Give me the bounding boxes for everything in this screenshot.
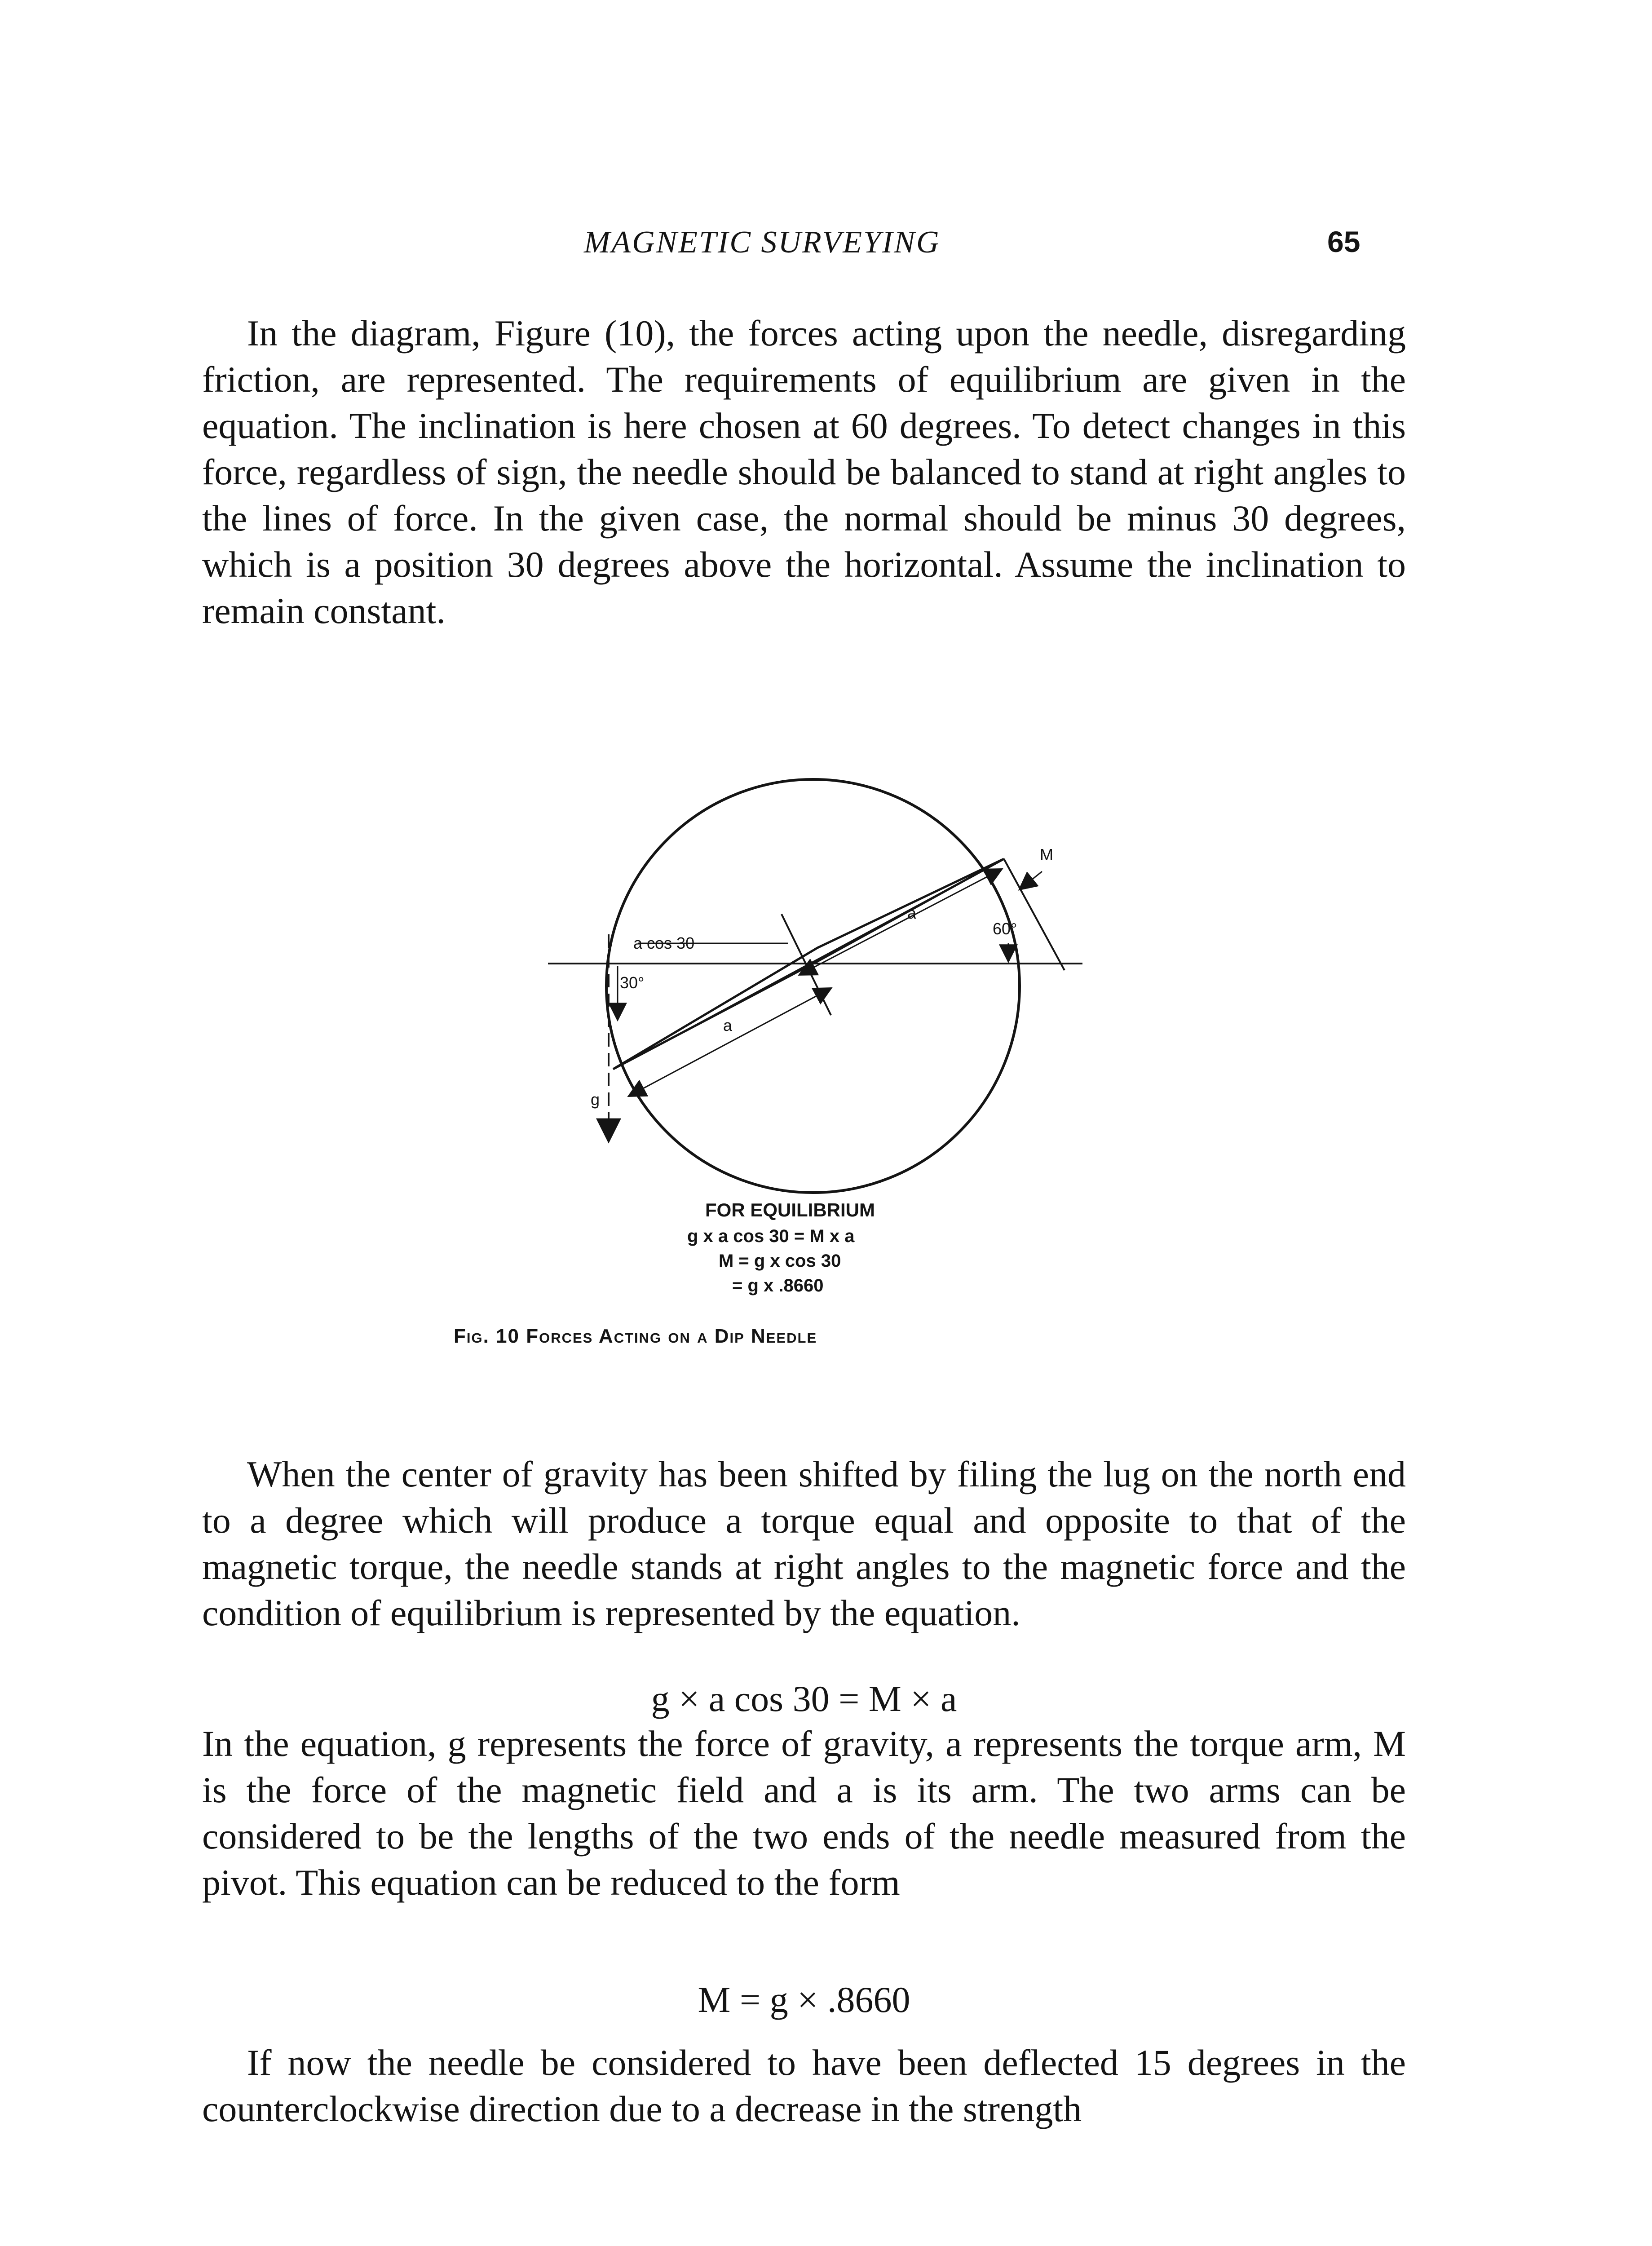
- label-angle-60: 60°: [993, 920, 1017, 938]
- label-a-cos-30: a cos 30: [633, 934, 695, 952]
- equilibrium-title: FOR EQUILIBRIUM: [705, 1199, 875, 1220]
- label-a-upper: a: [907, 904, 917, 922]
- m-force-arrow: [1004, 859, 1065, 970]
- paragraph-4: If now the needle be considered to have been deflected 15 degrees in the counterclockwise direction due to a decrease in the strength: [202, 2042, 1406, 2129]
- label-angle-30: 30°: [620, 973, 645, 992]
- dip-needle-figure: [526, 755, 1109, 1217]
- equilibrium-line-3: = g x .8660: [732, 1276, 824, 1295]
- paragraph-1: In the diagram, Figure (10), the forces acting upon the needle, disregarding friction, are represented. The requirements of equilibrium are given in the equation. The inclination is here chosen at 60 degrees. To detect changes in this force, regardless of sign, the needle should be balanced to stand at right angles to the lines of force. In the given case, the normal should be minus 30 degrees, which is a position 30 degrees above the horizontal. Assume the inclination to remain constant.: [202, 313, 1406, 631]
- dial-circle: [606, 779, 1020, 1193]
- equation-1: g × a cos 30 = M × a: [651, 1678, 957, 1719]
- paragraph-2: When the center of gravity has been shifted by filing the lug on the north end to a degree which will produce a torque equal and opposite to that of the magnetic torque, the needle stands at right angles to the magnetic force and the condition of equilibrium is represented by the equation.: [202, 1454, 1406, 1633]
- label-g: g: [591, 1090, 600, 1109]
- equilibrium-line-2: M = g x cos 30: [719, 1251, 841, 1271]
- label-m: M: [1040, 845, 1053, 864]
- equation-2: M = g × .8660: [698, 1979, 910, 2020]
- equilibrium-line-1: g x a cos 30 = M x a: [687, 1226, 855, 1246]
- m-arrow-head: [1020, 871, 1042, 889]
- dip-needle-diagram: [526, 755, 1109, 1217]
- upper-arm-dimension: [799, 869, 1002, 975]
- paragraph-3: In the equation, g represents the force of gravity, a represents the torque arm, M is the force of the magnetic field and a is its arm. The two arms can be considered to be the lengths of the two ends of the needle measured from the pivot. This equation can be reduced to the form: [202, 1723, 1406, 1903]
- figure-caption: Fig. 10 Forces Acting on a Dip Needle: [454, 1325, 817, 1347]
- page-number: 65: [1327, 225, 1360, 258]
- running-head: MAGNETIC SURVEYING: [584, 225, 941, 260]
- label-a-lower: a: [723, 1016, 733, 1035]
